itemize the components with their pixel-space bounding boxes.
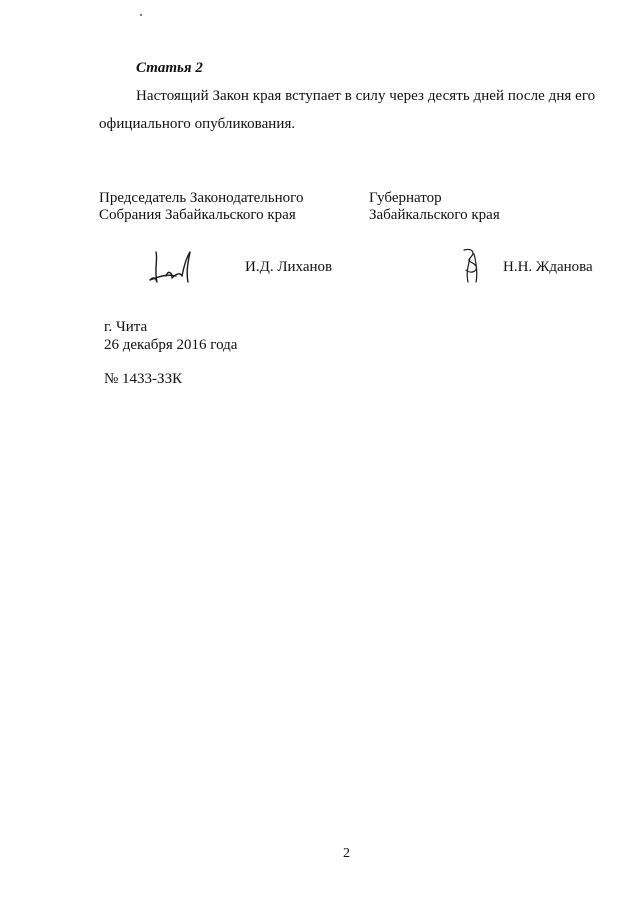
article-text-line-1: Настоящий Закон края вступает в силу через десять дней после дня его [136,88,596,104]
scan-speck [140,14,142,16]
article-text-line-2: официального опубликования. [99,116,296,132]
city: г. Чита [104,319,148,335]
left-signatory-title [99,190,303,224]
left-signature-mark [146,246,198,288]
article-heading: Статья 2 [136,60,203,76]
page-number: 2 [343,846,350,861]
left-signatory-name: И.Д. Лиханов [245,259,333,275]
right-signature-mark [456,244,486,286]
right-signatory-title [369,190,500,224]
place-and-date [104,318,237,354]
right-signatory-title-line-2: Забайкальского края [369,207,500,223]
left-signatory-title-line-1: Председатель Законодательного [99,190,304,206]
right-signatory-name: Н.Н. Жданова [503,259,593,275]
right-signatory-title-line-1: Губернатор [369,190,442,206]
signing-date: 26 декабря 2016 года [104,337,238,353]
law-number: № 1433-ЗЗК [104,371,183,387]
left-signatory-title-line-2: Собрания Забайкальского края [99,207,296,223]
